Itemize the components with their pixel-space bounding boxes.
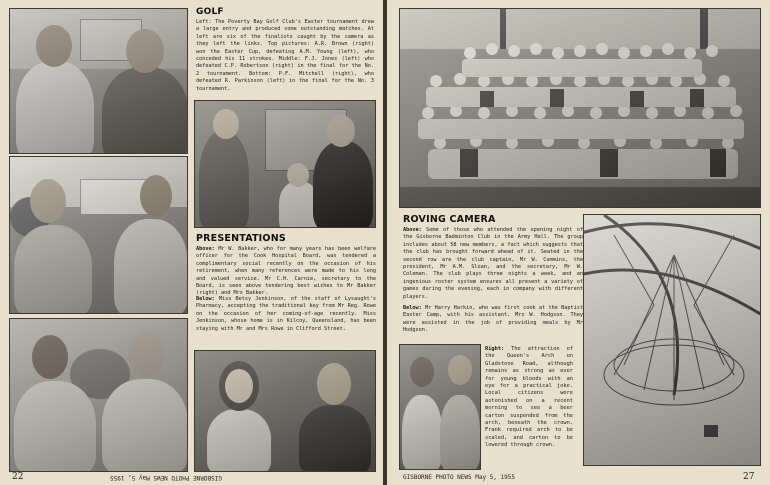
- roving-below-text: Mr Harry Harkin, who was first cook at the Baptist Easter Camp, with his assistant, Mrs W. Hodgson. They were assisted in the job of providing meals by Mr Hodgson.: [403, 305, 583, 334]
- left-page: [0, 0, 383, 485]
- presentations-below-text: Miss Betsy Jenkinson, of the staff of Lysaught's Pharmacy, accepting the traditional key from Mr Reg. Rowe on the occasion of her coming-of-age recently. Miss Jenkinson, whose home is in Kilcoy, Queensland, has been staying with Mr and Mrs Rowe in Clifford Street.: [196, 296, 376, 332]
- roving-below-label: Below:: [403, 305, 422, 311]
- roving-right-caption: [485, 346, 573, 450]
- left-page-footer: GISBORNE PHOTO NEWS May 5, 1955: [110, 474, 222, 481]
- right-page-footer: GISBORNE PHOTO NEWS May 5, 1955: [403, 474, 515, 481]
- golf-photo-middle: [9, 156, 188, 314]
- right-page: [387, 0, 770, 485]
- golf-caption: Left: The Poverty Bay Golf Club's Easter tournament drew a large entry and produced some outstanding matches. At left are six of the finalists caught by the camera as they left the links. Top pictures: A.R. Brown (right) won the Easter Cup, defeating A.M. Young (left), who conceded his 11 strokes. Middle: F.J. Jones (left) who defeated C.P. Robertson (right) in the final for the No. 2 tournament. Bottom: P.F. Mitchell (right), who defeated R. Parkinson (left) in the final for the No. 3 tournament.: [196, 19, 374, 92]
- presentations-below-label: Below:: [196, 296, 215, 302]
- presentations-heading: PRESENTATIONS: [196, 233, 286, 244]
- roving-below-caption: [403, 305, 583, 335]
- badminton-group-photo: [399, 8, 761, 208]
- golf-heading: GOLF: [196, 7, 224, 17]
- roving-above-caption: [403, 227, 583, 301]
- right-page-number: 27: [743, 472, 755, 482]
- roving-right-label: Right:: [485, 346, 505, 352]
- presentations-above-label: Above:: [196, 246, 215, 252]
- presentations-below-caption: [196, 296, 376, 333]
- presentation-photo-above: [194, 100, 376, 228]
- queens-arch-photo: [583, 214, 761, 466]
- roving-above-label: Above:: [403, 227, 422, 233]
- roving-camera-heading: ROVING CAMERA: [403, 214, 496, 225]
- presentations-above-caption: [196, 246, 376, 298]
- presentation-photo-below: [194, 350, 376, 472]
- left-page-number: 22: [12, 472, 24, 482]
- presentations-above-text: Mr W. Bakker, who for many years has been welfare officer for the Cook Hospital Board, was tendered a complimentary social recently on the occasion of his retirement, when many references were made to his long and valued service. Mr C.H. Carnie, secretary to the Board, is seen above tendering best wishes to Mr Bakker (right) and Mrs Bakker.: [196, 246, 376, 297]
- camp-cooks-photo: [399, 344, 481, 470]
- roving-right-text: The attraction of the Queen's Arch on Gladstone Road, although remains as strong as ever for young bloods with an eye for a practical joke. Local citizens were astonished on a recent morning to see a beer carton suspended from the arch, beneath the crown. Frank required arch to be scaled, and carton to be lowered through crown.: [485, 346, 573, 449]
- golf-photo-bottom: [9, 318, 188, 472]
- golf-photo-top: [9, 8, 188, 154]
- roving-above-text: Some of those who attended the opening night of the Gisborne Badminton Club in the Army Hall. The group includes about 58 new members, a fact which suggests that the club has brought forward ahead of it. Seated in the second row are the club captain, Mr W. Cummins, the president, Mr A.M. Sloan, and the secretary, Mr W. Coleman. The club plays three nights a week, and an ingenious roster system ensures all present a variety of games during the evening, each in company with different players.: [403, 227, 583, 300]
